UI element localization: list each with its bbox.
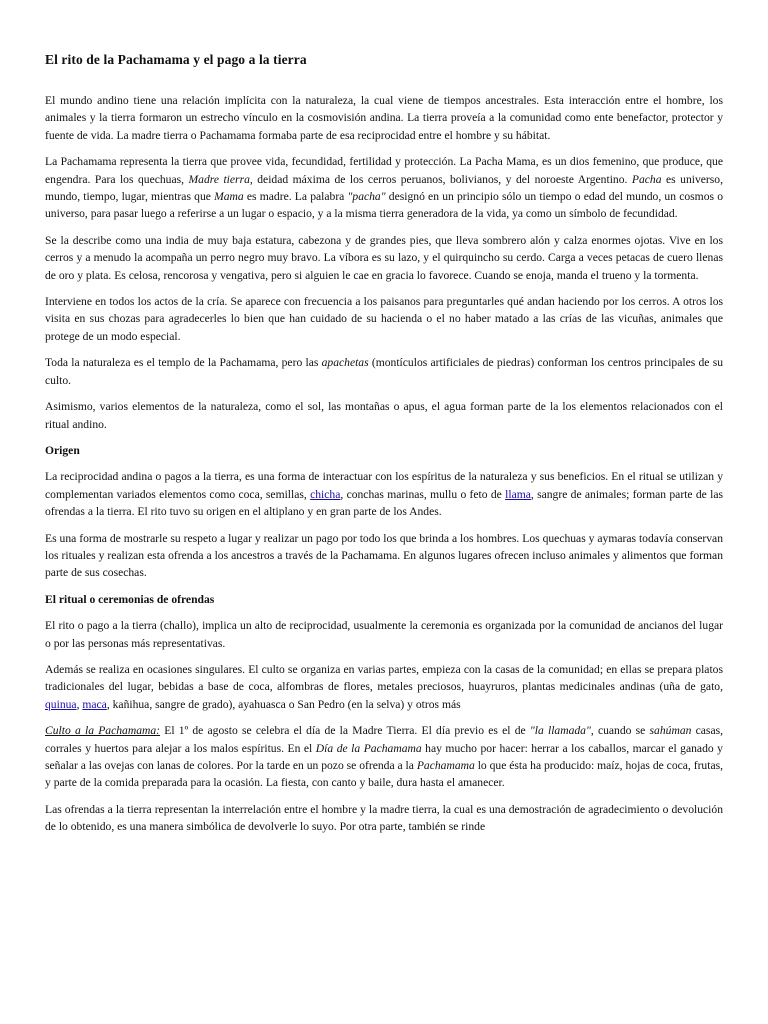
link-quinua[interactable]: quinua <box>45 697 77 711</box>
text-run: es universo, mundo, tiempo, lugar, mientras que <box>45 172 723 204</box>
paragraph-pachamama-definition <box>45 153 723 223</box>
text-run: (montículos artificiales de piedras) conforman los centros principales de su culto. <box>45 356 723 387</box>
text-run: , deidad máxima de los cerros peruanos, bolivianos, y del noroeste Argentino. <box>249 172 632 186</box>
document-title: El rito de la Pachamama y el pago a la tierra <box>45 52 307 67</box>
link-maca[interactable]: maca <box>82 697 107 711</box>
text-run: , kañihua, sangre de grado), ayahuasca o San Pedro (en la selva) y otros más <box>106 697 461 711</box>
text-run: designó en un principio sólo un tiempo o edad del mundo, un cosmos o universo, para pasar luego a referirse a un lugar o espacio, y a la misma tierra generadora de la vida, ya como un símbolo de fecundidad. <box>45 190 723 221</box>
italic-text: apachetas <box>321 356 369 370</box>
paragraph-nature-elements: Asimismo, varios elementos de la naturaleza, como el sol, las montañas o apus, el agua forman parte de la los elementos relacionados con el ritual andino. <box>45 400 723 431</box>
paragraph-respect: Es una forma de mostrarle su respeto a lugar y realizar un pago por todo los que brinda a los hombres. Los quechuas y aymaras todavía conservan los rituales y realizan esta ofrenda a los ancestros a través de la Pachamama. En algunos lugares ofrecen incluso animales y alimentos que forman parte de sus cosechas. <box>45 531 723 580</box>
paragraph-culto <box>45 722 723 792</box>
paragraph-description: Se la describe como una india de muy baja estatura, cabezona y de grandes pies, que lleva sombrero alón y calza enormes ojotas. Vive en los cerros y a menudo la acompaña un perro negro muy bravo. La víbora es su lazo, y el quirquincho su cerdo. Carga a veces petacas de cuero llenas de oro y plata. Es celosa, rencorosa y vengativa, pero si alguien le cae en gracia lo favorece. Cuando se enoja, manda el trueno y la tormenta. <box>45 233 723 282</box>
text-run: , conchas marinas, mullu o feto de <box>340 487 506 501</box>
link-chicha[interactable]: chicha <box>310 487 341 501</box>
paragraph-challo: El rito o pago a la tierra (challo), implica un alto de reciprocidad, usualmente la ceremonia es organizada por la comunidad de ancianos del lugar o por las personas más representativas. <box>45 619 723 650</box>
paragraph-occasions <box>45 661 723 713</box>
italic-text: Día de la Pachamama <box>315 741 422 755</box>
paragraph-offerings: Las ofrendas a la tierra representan la interrelación entre el hombre y la madre tierra, la cual es una demostración de agradecimiento o devolución de lo obtenido, es una manera simbólica de devolverle lo suyo. Por otra parte, también se rinde <box>45 802 723 834</box>
text-run: La Pachamama representa la tierra que provee vida, fecundidad, fertilidad y protección. La Pacha Mama, es un dios femenino, que produce, que engendra. Para los quechuas, <box>45 155 723 186</box>
paragraph-intro: El mundo andino tiene una relación implícita con la naturaleza, la cual viene de tiempos ancestrales. Esta interacción entre el hombre, los animales y la tierra formaron un estrecho vínculo en la cosmovisión andina. La tierra proveía a la comunidad como ente benefactor, protector y fuente de vida. La madre tierra o Pachamama formaba parte de esa reciprocidad entre el hombre y su hábitat. <box>45 94 723 142</box>
heading-ritual: El ritual o ceremonias de ofrendas <box>45 592 215 606</box>
text-run: hay mucho por hacer: herrar a los caballos, marcar el ganado y señalar a las ovejas con lanas de colores. Por la tarde en un pozo se ofrenda a la <box>45 741 723 772</box>
text-run: casas, corrales y huertos para alejar a los malos espíritus. En el <box>45 724 723 755</box>
text-run: El 1º de agosto se celebra el día de la Madre Tierra. El día previo es el de <box>160 724 530 738</box>
text-run: lo que ésta ha producido: maíz, hojas de coca, frutas, y parte de la comida preparada para la ocasión. La fiesta, con canto y baile, dura hasta el amanecer. <box>45 759 724 790</box>
text-run: es madre. La palabra <box>243 190 348 204</box>
italic-text: "la llamada" <box>529 724 591 738</box>
text-run: Además se realiza en ocasiones singulares. El culto se organiza en varias partes, empieza con la casas de la comunidad; en ellas se prepara platos tradicionales del lugar, bebidas a base de coca, alfombras de flores, metales preciosos, huayruros, plantas medicinales andinas (uña de gato, <box>45 662 723 694</box>
heading-origen: Origen <box>45 443 80 457</box>
text-run: La reciprocidad andina o pagos a la tierra, es una forma de interactuar con los espíritus de la naturaleza y sus beneficios. En el ritual se utilizan y complementan variados elementos como coca, semillas, <box>45 470 723 501</box>
italic-text: Madre tierra <box>188 172 250 186</box>
italic-text: "pacha" <box>347 190 386 204</box>
paragraph-reciprocity <box>45 468 723 520</box>
italic-text: Mama <box>214 190 244 204</box>
text-run: , cuando se <box>590 724 650 738</box>
italic-text: Pacha <box>631 172 662 186</box>
underlined-italic-text: Culto a la Pachamama: <box>45 724 161 738</box>
link-llama[interactable]: llama <box>505 487 531 501</box>
text-run: Toda la naturaleza es el templo de la Pachamama, pero las <box>45 356 322 370</box>
paragraph-temple <box>45 354 723 389</box>
paragraph-breeding: Interviene en todos los actos de la cría. Se aparece con frecuencia a los paisanos para preguntarles qué andan haciendo por los cerros. A otros los visita en sus chozas para agradecerles lo bien que han cuidado de su hacienda o el no haber matado a las crías de las vicuñas, animales que protege de un modo especial. <box>45 295 723 343</box>
text-run: , sangre de animales; forman parte de las ofrendas a la tierra. El rito tuvo su origen en el altiplano y en gran parte de los Andes. <box>45 487 723 519</box>
italic-text: sahúman <box>649 724 692 738</box>
italic-text: Pachamama <box>416 759 475 772</box>
text-run: , <box>76 697 83 711</box>
